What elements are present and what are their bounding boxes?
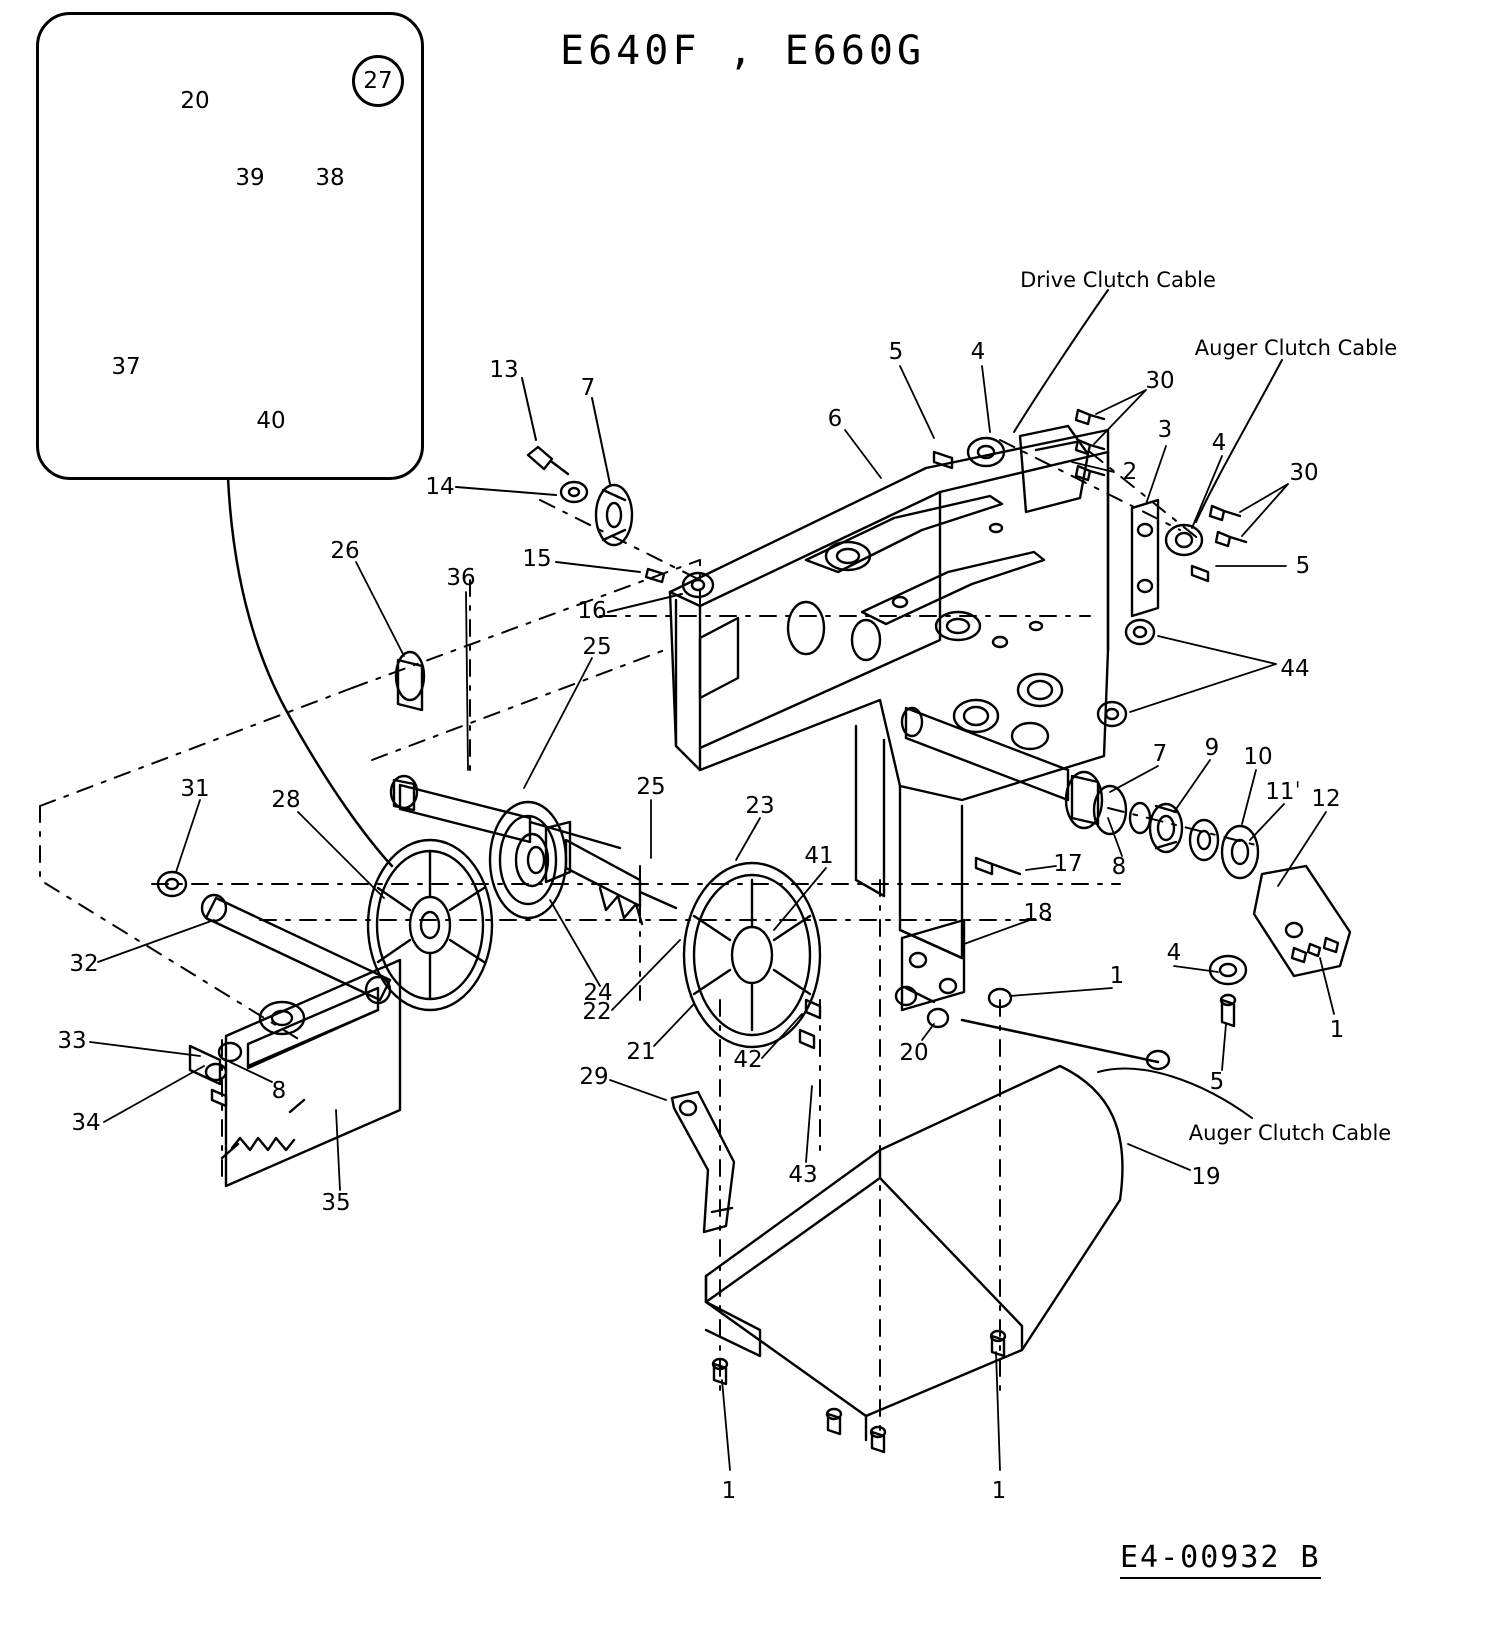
callout-29: 29	[579, 1064, 609, 1090]
callout-23: 23	[745, 793, 775, 819]
callout-32: 32	[69, 951, 99, 977]
callout-34: 34	[71, 1110, 101, 1136]
callout-4-lower: 4	[1166, 940, 1182, 966]
inset-badge-27: 27	[352, 55, 404, 107]
diagram-title: E640F , E660G	[560, 28, 926, 74]
callout-3: 3	[1157, 417, 1173, 443]
callout-5-top: 5	[888, 339, 904, 365]
callout-9: 9	[1204, 735, 1220, 761]
callout-1-b: 1	[1329, 1017, 1345, 1043]
callout-10: 10	[1243, 744, 1273, 770]
callout-21: 21	[626, 1039, 656, 1065]
callout-inset-39: 39	[235, 165, 265, 191]
label-auger-clutch-cable-bottom: Auger Clutch Cable	[1188, 1121, 1392, 1145]
callout-1-c: 1	[721, 1478, 737, 1504]
callout-1-a: 1	[1109, 963, 1125, 989]
callout-7-right: 7	[1152, 741, 1168, 767]
callout-20-lower: 20	[899, 1040, 929, 1066]
callout-2: 2	[1122, 459, 1138, 485]
callout-24: 24	[583, 980, 613, 1006]
label-auger-clutch-cable-top: Auger Clutch Cable	[1194, 336, 1398, 360]
callout-6: 6	[827, 406, 843, 432]
callout-30-right: 30	[1289, 460, 1319, 486]
callout-33: 33	[57, 1028, 87, 1054]
callout-19: 19	[1191, 1164, 1221, 1190]
document-number: E4-00932 B	[1120, 1540, 1321, 1579]
callout-26: 26	[330, 538, 360, 564]
callout-8-right: 8	[1111, 854, 1127, 880]
callout-25-upper: 25	[582, 634, 612, 660]
callout-inset-20: 20	[180, 88, 210, 114]
callout-5-lower: 5	[1209, 1069, 1225, 1095]
callout-36: 36	[446, 565, 476, 591]
callout-4-top: 4	[970, 339, 986, 365]
callout-16: 16	[577, 598, 607, 624]
callout-18: 18	[1023, 900, 1053, 926]
callout-43: 43	[788, 1162, 818, 1188]
callout-13: 13	[489, 357, 519, 383]
callout-11: 11ˈ	[1265, 779, 1301, 805]
callout-25-lower: 25	[636, 774, 666, 800]
callout-5-right: 5	[1295, 553, 1311, 579]
callout-42: 42	[733, 1047, 763, 1073]
callout-inset-37: 37	[111, 354, 141, 380]
callout-17: 17	[1053, 851, 1083, 877]
callout-35: 35	[321, 1190, 351, 1216]
callout-14: 14	[425, 474, 455, 500]
callout-22: 22	[582, 999, 612, 1025]
callout-inset-40: 40	[256, 408, 286, 434]
callout-4-right: 4	[1211, 430, 1227, 456]
callout-28: 28	[271, 787, 301, 813]
callout-12: 12	[1311, 786, 1341, 812]
callout-15: 15	[522, 546, 552, 572]
callout-31: 31	[180, 776, 210, 802]
callout-30-top: 30	[1145, 368, 1175, 394]
callout-41: 41	[804, 843, 834, 869]
callout-inset-38: 38	[315, 165, 345, 191]
callout-1-d: 1	[991, 1478, 1007, 1504]
callout-7: 7	[580, 375, 596, 401]
callout-8-left: 8	[271, 1078, 287, 1104]
label-drive-clutch-cable: Drive Clutch Cable	[1020, 268, 1216, 292]
callout-44: 44	[1280, 656, 1310, 682]
